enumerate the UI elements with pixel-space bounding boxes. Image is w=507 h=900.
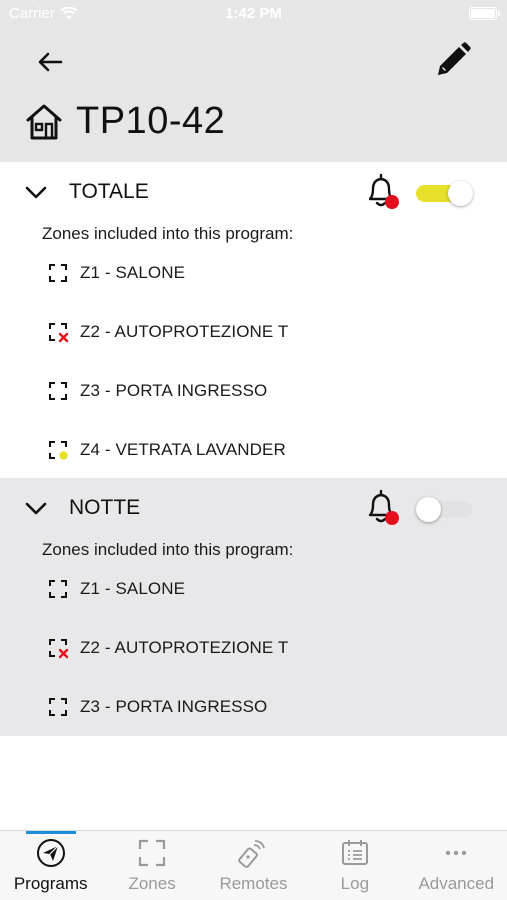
chevron-down-icon [25,186,47,199]
header [0,28,507,162]
zone-frame-icon [46,577,70,601]
chevron-down-icon [25,502,47,515]
zones-included-label: Zones included into this program: [42,224,294,243]
bell-alarm-icon[interactable] [362,172,402,212]
zone-item[interactable] [46,376,267,406]
status-bar [0,0,507,28]
zone-label: Z1 - SALONE [80,579,186,598]
remote-icon [238,838,268,868]
tab-remotes[interactable] [203,831,304,900]
page-title: TP10-42 [76,100,226,142]
edit-button[interactable] [431,40,475,80]
zone-item[interactable] [46,574,185,604]
zone-frame-icon [137,838,167,868]
zone-label: Z2 - AUTOPROTEZIONE T [80,638,289,657]
pencil-icon [435,42,471,78]
tab-log[interactable] [304,831,405,900]
zone-frame-icon [46,261,70,285]
zone-item[interactable] [46,435,286,465]
toggle-knob [416,497,441,522]
tab-label: Advanced [418,874,495,893]
zone-frame-icon [46,379,70,403]
program-name: TOTALE [69,180,149,203]
zone-item[interactable] [46,633,288,663]
tab-label: Programs [13,874,88,893]
tab-programs[interactable] [0,831,101,900]
zone-label: Z3 - PORTA INGRESSO [80,697,268,716]
tab-advanced[interactable] [406,831,507,900]
collapse-button[interactable] [22,182,50,202]
paper-plane-icon [36,838,66,868]
zone-alarm-icon [46,320,70,344]
program-section-notte [0,478,507,736]
zone-item[interactable] [46,317,288,347]
zones-included-label: Zones included into this program: [42,540,294,559]
program-header [0,162,507,222]
home-icon [24,102,64,142]
tab-bar [0,830,507,900]
program-toggle[interactable] [416,497,474,521]
active-tab-indicator [26,831,76,834]
tab-label: Zones [128,874,176,893]
back-button[interactable] [30,44,70,80]
toggle-knob [448,181,473,206]
log-icon [340,838,370,868]
zone-item[interactable] [46,258,185,288]
zone-frame-icon [46,695,70,719]
tab-label: Remotes [219,874,288,893]
zone-label: Z1 - SALONE [80,263,186,282]
arrow-left-icon [37,51,63,73]
more-icon [441,838,471,868]
program-section-totale [0,162,507,478]
bell-alarm-icon[interactable] [362,488,402,528]
collapse-button[interactable] [22,498,50,518]
program-toggle[interactable] [416,181,474,205]
zone-item[interactable] [46,692,267,722]
title-row [24,100,225,143]
zone-alarm-icon [46,636,70,660]
carrier-label: Carrier [9,5,55,22]
status-time: 1:42 PM [225,5,282,22]
tab-zones[interactable] [101,831,202,900]
zone-label: Z4 - VETRATA LAVANDER [80,440,286,459]
tab-label: Log [340,874,370,893]
zone-label: Z3 - PORTA INGRESSO [80,381,268,400]
program-name: NOTTE [69,496,141,519]
zone-warning-icon [46,438,70,462]
zone-label: Z2 - AUTOPROTEZIONE T [80,322,289,341]
battery-icon [469,7,497,20]
program-header [0,478,507,538]
